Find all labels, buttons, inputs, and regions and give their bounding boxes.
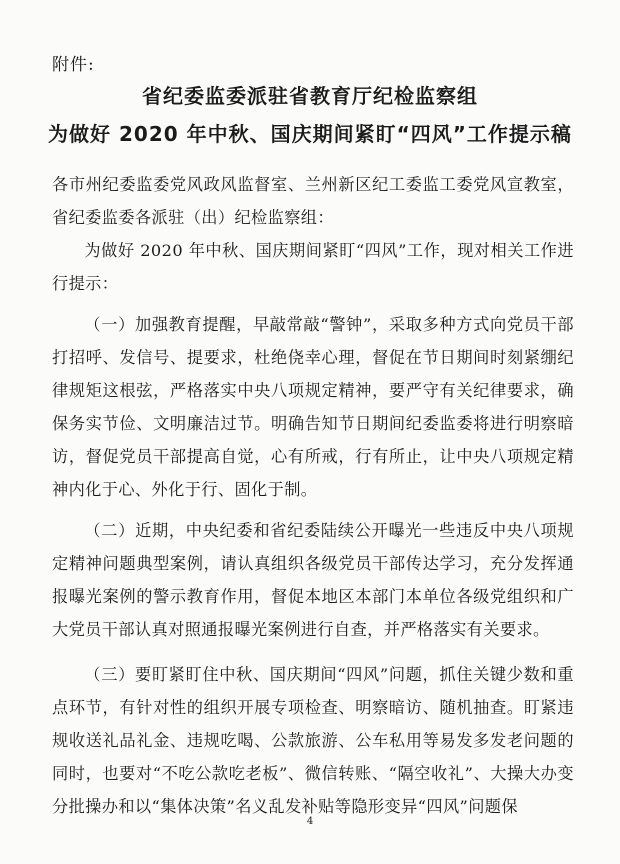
attachment-label: 附件:: [52, 55, 95, 75]
intro-paragraph: 为做好 2020 年中秋、国庆期间紧盯“四风”工作，现对相关工作进行提示：: [52, 241, 574, 293]
document-body: [52, 168, 574, 823]
document-title-line-1: 省纪委监委派驻省教育厅纪检监察组: [142, 84, 478, 108]
item-paragraph-2: （二）近期，中央纪委和省纪委陆续公开曝光一些违反中央八项规定精神问题典型案例，请认真组织各级党员干部传达学习，充分发挥通报曝光案例的警示教育作用，督促本地区本部门本单位各级党组织和广大党员干部认真对照通报曝光案例进行自查，并严格落实有关要求。: [52, 521, 574, 639]
item-paragraph-3: （三）要盯紧盯住中秋、国庆期间“四风”问题，抓住关键少数和重点环节，有针对性的组织开展专项检查、明察暗访、随机抽查。盯紧违规收送礼品礼金、违规吃喝、公款旅游、公车私用等易发多发老问题的同时，也要对“不吃公款吃老板”、微信转账、“隔空收礼”、大操大办变分批操办和以“集体决策”名义乱发补贴等隐形变异“四风”问题保: [52, 665, 574, 816]
page-number: 4: [306, 816, 314, 827]
addressee-paragraph: 各市州纪委监委党风政风监督室、兰州新区纪工委监工委党风宣教室，省纪委监委各派驻（出）纪检监察组：: [52, 175, 574, 227]
item-paragraph-1: （一）加强教育提醒，早敲常敲“警钟”，采取多种方式向党员干部打招呼、发信号、提要求，杜绝侥幸心理，督促在节日期间时刻紧绷纪律规矩这根弦，严格落实中央八项规定精神，要严守有关纪律要求，确保务实节俭、文明廉洁过节。明确告知节日期间纪委监委将进行明察暗访，督促党员干部提高自觉，心有所戒，行有所止，让中央八项规定精神内化于心、外化于行、固化于制。: [52, 315, 574, 499]
document-title-line-2: 为做好 2020 年中秋、国庆期间紧盯“四风”工作提示稿: [48, 122, 572, 146]
